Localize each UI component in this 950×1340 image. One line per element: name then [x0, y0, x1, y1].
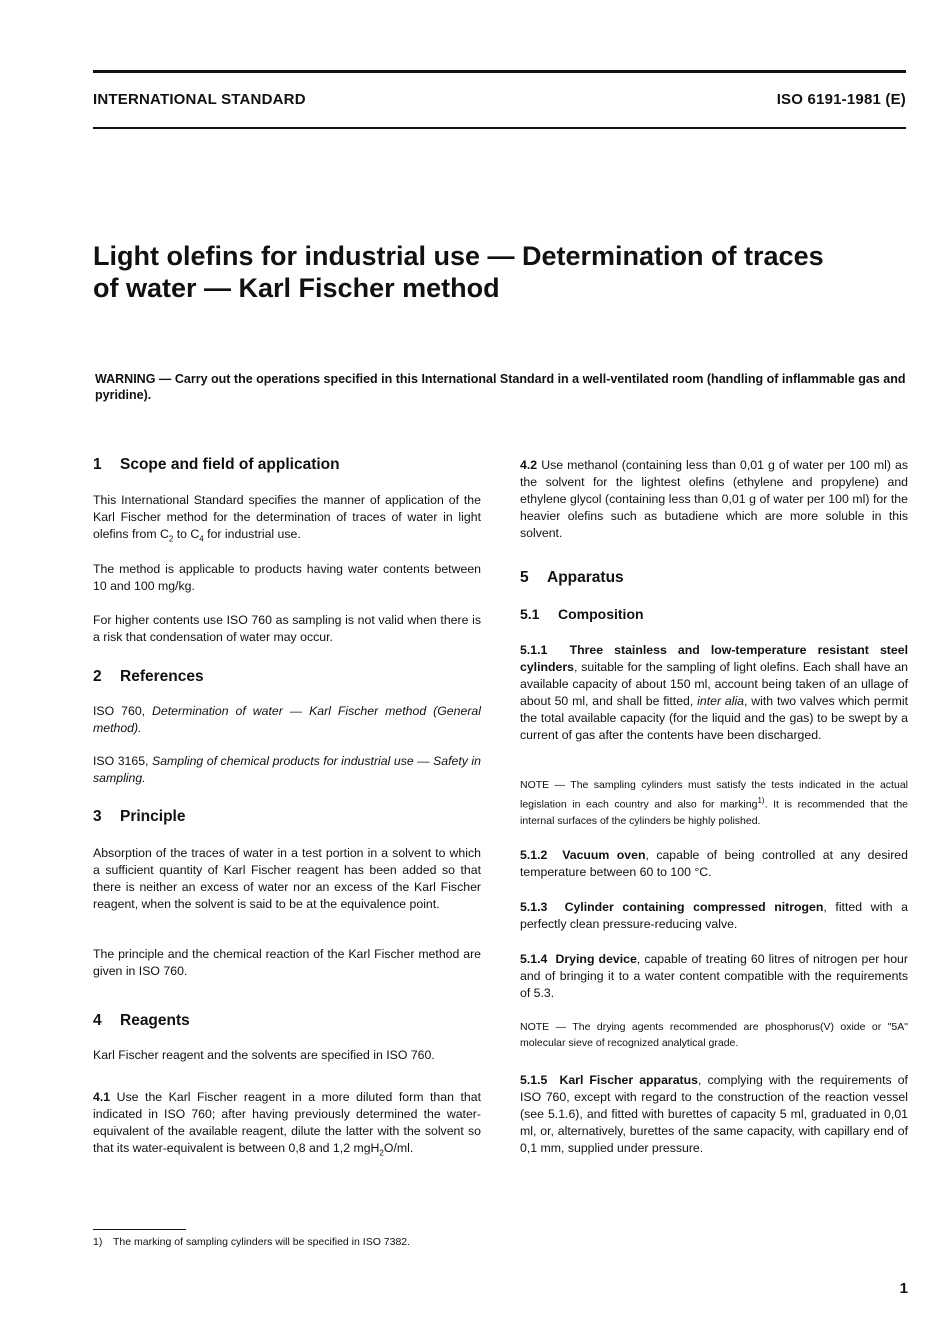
- warning-notice: [95, 371, 913, 403]
- note-drying-agents: NOTE — The drying agents recommended are phosphorus(V) oxide or "5A" molecular sieve of recognized analytical grade.: [520, 1021, 908, 1049]
- footnote-rule: [93, 1229, 186, 1230]
- clause-5-1-2: 5.1.2 Vacuum oven, capable of being controlled at any desired temperature between 60 to 100 °C.: [520, 848, 908, 879]
- section-1-heading: 1 Scope and field of application: [93, 456, 340, 473]
- standard-number: ISO 6191-1981 (E): [776, 91, 906, 108]
- title-line-2: of water — Karl Fischer method: [93, 273, 500, 303]
- section-2-heading: 2 References: [93, 668, 204, 685]
- reference-iso-3165: ISO 3165, Sampling of chemical products for industrial use — Safety in sampling.: [93, 754, 481, 785]
- section-1-paragraph-2: The method is applicable to products having water contents between 10 and 100 mg/kg.: [93, 562, 481, 593]
- clause-5-1-3: 5.1.3 Cylinder containing compressed nitrogen, fitted with a perfectly clean pressure-reducing valve.: [520, 900, 908, 931]
- section-5-heading: 5 Apparatus: [520, 569, 624, 586]
- title-line-1: Light olefins for industrial use — Determination of traces: [93, 241, 824, 271]
- section-3-paragraph-1: Absorption of the traces of water in a test portion in a solvent to which a sufficient quantity of Karl Fischer reagent has been added so that there is neither an excess of water nor an excess of the Karl Fischer reagent, when the solvent is said to be at the equivalence point.: [93, 846, 481, 911]
- clause-5-1-5: 5.1.5 Karl Fischer apparatus, complying with the requirements of ISO 760, except with regard to the construction of the reaction vessel (see 5.1.6), and fitted with burettes of capacity 5 ml, graduated in 0,01 ml, or, alternatively, burettes of the same capacity, with capillary end of 0,1 mm, supplied under pressure.: [520, 1073, 908, 1155]
- header-top-rule: [93, 70, 906, 73]
- clause-5-1-4: 5.1.4 Drying device, capable of treating 60 litres of nitrogen per hour and of bringing it to a water content compatible with the requirements of 5.3.: [520, 952, 908, 1000]
- page-number: 1: [899, 1280, 908, 1297]
- subsection-5-1-heading: 5.1 Composition: [520, 606, 644, 622]
- clause-4-2: 4.2 Use methanol (containing less than 0,01 g of water per 100 ml) as the solvent for the lightest olefins (ethylene and propylene) and ethylene glycol (containing less than 0,01 g of water per 100 ml) for the heavier olefins such as butadiene which are more soluble in this solvent.: [520, 458, 908, 540]
- clause-4-1: 4.1 Use the Karl Fischer reagent in a more diluted form than that indicated in ISO 760; after having previously determined the water-equivalent of the available reagent, dilute the latter with the solvent so that its water-equivalent is between 0,8 and 1,2 mgH$_2$O/ml.: [93, 1090, 481, 1158]
- document-type: INTERNATIONAL STANDARD: [93, 91, 306, 108]
- section-4-heading: 4 Reagents: [93, 1012, 190, 1029]
- warning-text: — Carry out the operations specified in this International Standard in a well-ventilated room (handling of inflammable gas and pyridine).: [95, 372, 906, 402]
- section-1-paragraph-1: This International Standard specifies the manner of application of the Karl Fischer method for the determination of traces of water in light olefins from $C_2$ to $C_4$ for industrial use.: [93, 493, 481, 544]
- reference-iso-760: ISO 760, Determination of water — Karl Fischer method (General method).: [93, 704, 481, 735]
- clause-5-1-1: 5.1.1 Three stainless and low-temperature resistant steel cylinders, suitable for the sampling of light olefins. Each shall have an available capacity of about 150 ml, account being taken of an ullage of about 50 ml, and shall be fitted, inter alia, with two valves which permit the total available capacity (for the liquid and the gas) to be swept by a current of gas after the contents have been discharged.: [520, 643, 908, 742]
- section-1-paragraph-3: For higher contents use ISO 760 as sampling is not valid when there is a risk that condensation of water may occur.: [93, 613, 481, 644]
- section-3-heading: 3 Principle: [93, 808, 186, 825]
- warning-label: WARNING: [95, 372, 156, 386]
- page-title: [93, 240, 913, 304]
- header-bottom-rule: [93, 127, 906, 129]
- note-sampling-cylinders: NOTE — The sampling cylinders must satisfy the tests indicated in the actual legislation in each country and also for marking$^{1)}$. It is recommended that the internal surfaces of the cylinders be highly polished.: [520, 779, 908, 827]
- section-3-paragraph-2: The principle and the chemical reaction of the Karl Fischer method are given in ISO 760.: [93, 947, 481, 978]
- section-4-paragraph-1: Karl Fischer reagent and the solvents are specified in ISO 760.: [93, 1048, 435, 1062]
- footnote: 1) The marking of sampling cylinders will be specified in ISO 7382.: [93, 1236, 411, 1248]
